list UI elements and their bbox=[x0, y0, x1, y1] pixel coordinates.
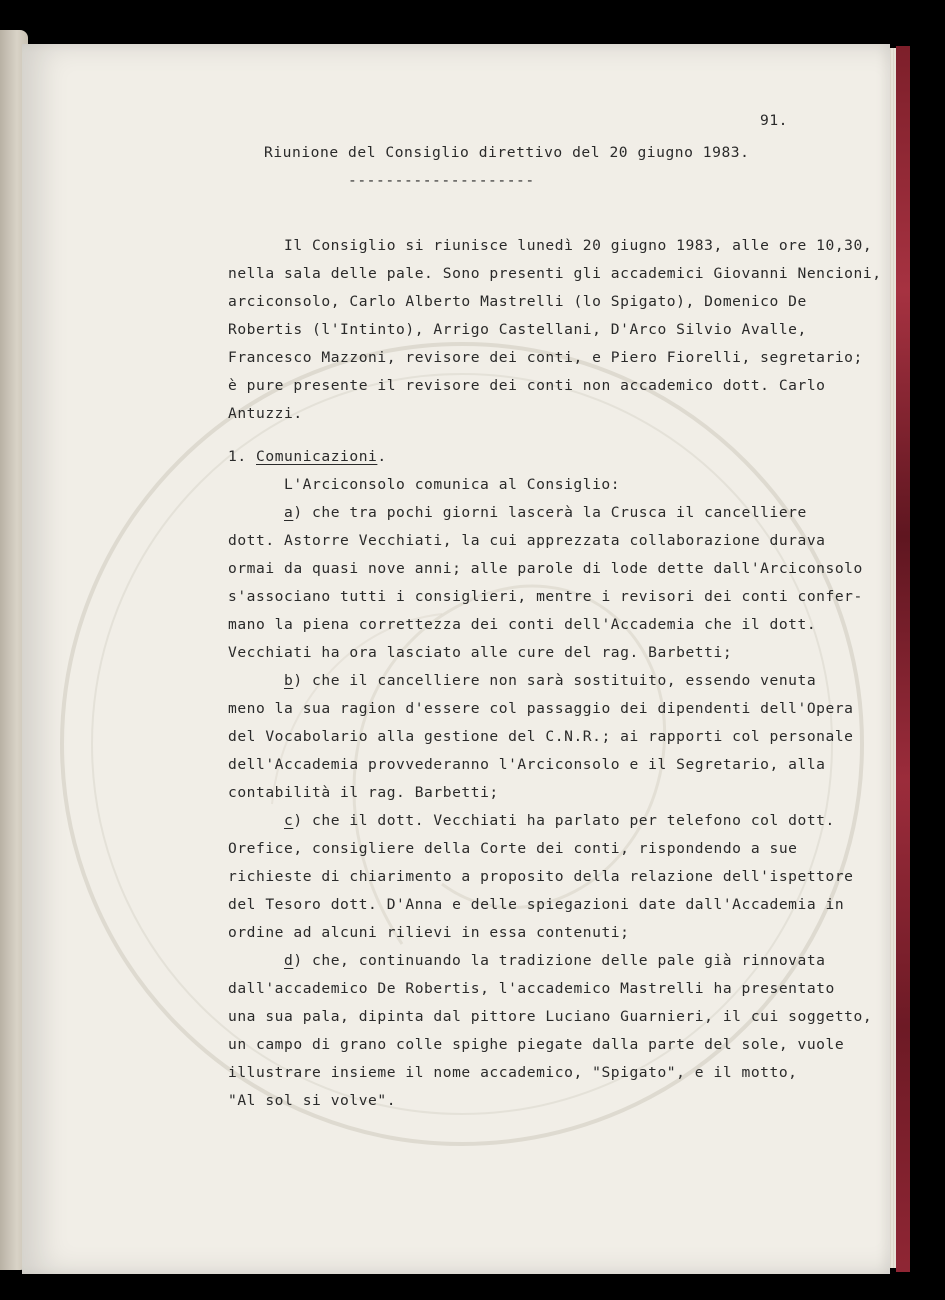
item-letter: c bbox=[284, 812, 294, 829]
item-line: del Vocabolario alla gestione del C.N.R.; ai rapporti col personale bbox=[228, 728, 854, 745]
intro-line: è pure presente il revisore dei conti non accademico dott. Carlo bbox=[228, 377, 826, 394]
intro-line: nella sala delle pale. Sono presenti gli accademici Giovanni Nencioni, bbox=[228, 265, 882, 282]
item-line: ) che il cancelliere non sarà sostituito, essendo venuta bbox=[293, 672, 817, 689]
item-line: dell'Accademia provvederanno l'Arciconsolo e il Segretario, alla bbox=[228, 756, 826, 773]
page-number: 91. bbox=[760, 112, 789, 129]
item-line: richieste di chiarimento a proposito della relazione dell'ispettore bbox=[228, 868, 854, 885]
item-line: un campo di grano colle spighe piegate dalla parte del sole, vuole bbox=[228, 1036, 845, 1053]
item-line: Vecchiati ha ora lasciato alle cure del rag. Barbetti; bbox=[228, 644, 733, 661]
item-letter: a bbox=[284, 504, 294, 521]
item-line: "Al sol si volve". bbox=[228, 1092, 397, 1109]
item-line: illustrare insieme il nome accademico, "Spigato", e il motto, bbox=[228, 1064, 798, 1081]
item-letter: b bbox=[284, 672, 294, 689]
section-heading bbox=[228, 448, 387, 465]
item-line: dall'accademico De Robertis, l'accademico Mastrelli ha presentato bbox=[228, 980, 835, 997]
item-first-line bbox=[284, 812, 835, 829]
item-first-line bbox=[284, 672, 816, 689]
item-line: meno la sua ragion d'essere col passaggio dei dipendenti dell'Opera bbox=[228, 700, 854, 717]
intro-line: arciconsolo, Carlo Alberto Mastrelli (lo Spigato), Domenico De bbox=[228, 293, 807, 310]
intro-line: Il Consiglio si riunisce lunedì 20 giugno 1983, alle ore 10,30, bbox=[284, 237, 873, 254]
item-line: una sua pala, dipinta dal pittore Luciano Guarnieri, il cui soggetto, bbox=[228, 1008, 873, 1025]
intro-line: Francesco Mazzoni, revisore dei conti, e Piero Fiorelli, segretario; bbox=[228, 349, 863, 366]
section-period: . bbox=[377, 448, 387, 465]
intro-line: Antuzzi. bbox=[228, 405, 303, 422]
marbled-cover-edge bbox=[896, 46, 910, 1272]
item-line: mano la piena correttezza dei conti dell'Accademia che il dott. bbox=[228, 616, 817, 633]
item-line: ordine ad alcuni rilievi in essa contenuti; bbox=[228, 924, 630, 941]
lead-line: L'Arciconsolo comunica al Consiglio: bbox=[284, 476, 621, 493]
page-title: Riunione del Consiglio direttivo del 20 giugno 1983. bbox=[264, 144, 750, 161]
intro-line: Robertis (l'Intinto), Arrigo Castellani, D'Arco Silvio Avalle, bbox=[228, 321, 807, 338]
item-line: contabilità il rag. Barbetti; bbox=[228, 784, 499, 801]
item-line: del Tesoro dott. D'Anna e delle spiegazioni date dall'Accademia in bbox=[228, 896, 845, 913]
section-title: Comunicazioni bbox=[256, 448, 378, 465]
item-letter: d bbox=[284, 952, 294, 969]
item-line: ormai da quasi nove anni; alle parole di lode dette dall'Arciconsolo bbox=[228, 560, 863, 577]
item-line: Orefice, consigliere della Corte dei conti, rispondendo a sue bbox=[228, 840, 798, 857]
document-page bbox=[22, 44, 890, 1274]
item-first-line bbox=[284, 952, 826, 969]
item-first-line bbox=[284, 504, 807, 521]
item-line: dott. Astorre Vecchiati, la cui apprezzata collaborazione durava bbox=[228, 532, 826, 549]
item-line: ) che il dott. Vecchiati ha parlato per telefono col dott. bbox=[293, 812, 835, 829]
item-line: ) che, continuando la tradizione delle pale già rinnovata bbox=[293, 952, 826, 969]
title-underline: -------------------- bbox=[348, 172, 535, 189]
item-line: ) che tra pochi giorni lascerà la Crusca il cancelliere bbox=[293, 504, 807, 521]
item-line: s'associano tutti i consiglieri, mentre i revisori dei conti confer- bbox=[228, 588, 863, 605]
section-number: 1. bbox=[228, 448, 257, 465]
